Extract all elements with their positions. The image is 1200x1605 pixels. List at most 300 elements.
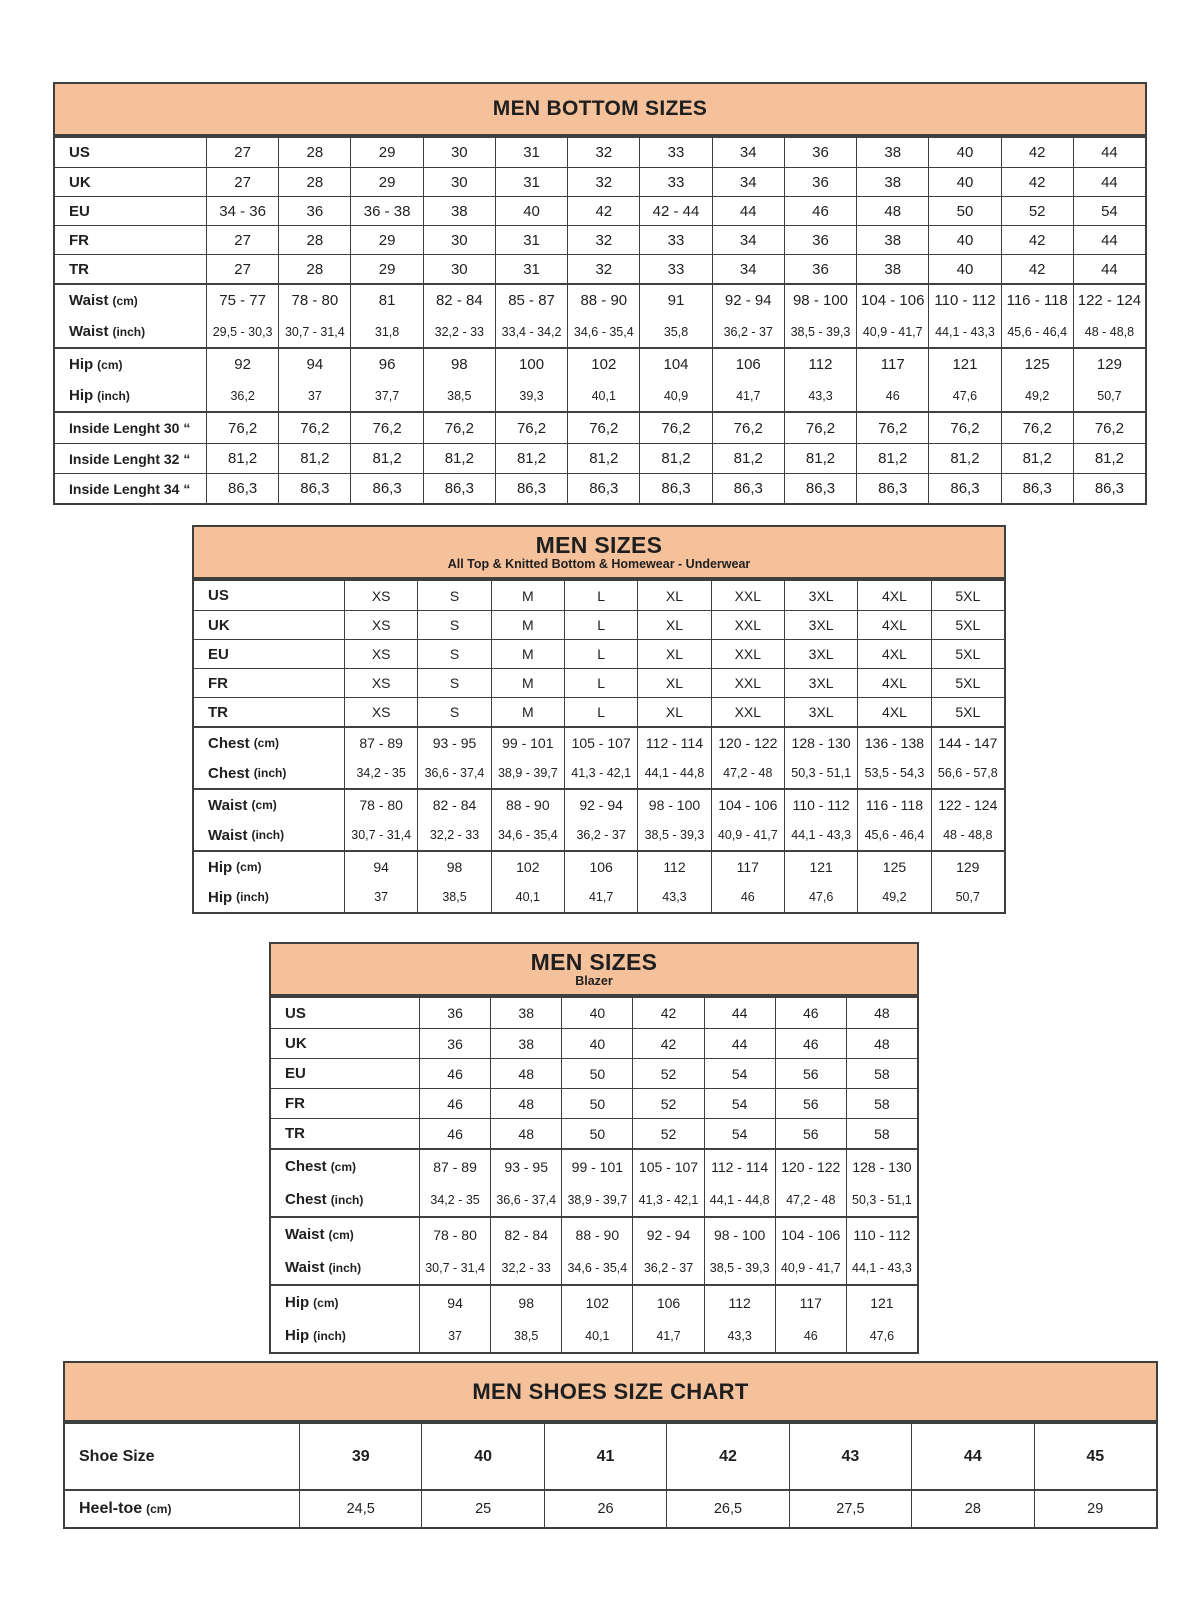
value-cell: 98 <box>423 349 495 380</box>
value-cell: 45,6 - 46,4 <box>857 820 930 850</box>
value-cell: 48 - 48,8 <box>931 820 1004 850</box>
men-sizes-blazer-section-0 <box>271 996 917 1148</box>
value-cell: 50 <box>561 1089 632 1118</box>
men-bottom-sizes-section-0 <box>55 136 1145 283</box>
row-inside-lenght-30 <box>55 413 1145 443</box>
value-cell: 30 <box>423 138 495 167</box>
value-cell: 34,6 - 35,4 <box>567 316 639 347</box>
value-cell: 36,2 - 37 <box>632 1251 703 1284</box>
value-cell: 82 - 84 <box>417 790 490 820</box>
value-cell: 28 <box>278 226 350 254</box>
row-fr <box>194 668 1004 697</box>
men-bottom-sizes-table <box>53 82 1147 505</box>
value-cell: XXL <box>711 669 784 697</box>
value-cell: 46 <box>419 1089 490 1118</box>
row-unit: (inch) <box>236 890 269 904</box>
value-cell: 3XL <box>784 611 857 639</box>
value-cell: 78 - 80 <box>419 1218 490 1251</box>
value-cell: 36 <box>278 197 350 225</box>
value-cell: 37 <box>344 882 417 912</box>
value-cell: 44 <box>712 197 784 225</box>
value-cell: 81,2 <box>206 444 278 473</box>
value-cell: 58 <box>846 1089 917 1118</box>
men-bottom-sizes-section-3 <box>55 411 1145 503</box>
men-sizes-blazer-header <box>271 944 917 996</box>
value-cell: 33,4 - 34,2 <box>495 316 567 347</box>
row-label <box>271 1150 419 1183</box>
value-cell: 35,8 <box>639 316 711 347</box>
value-cell: 39 <box>299 1424 421 1489</box>
row-label-text: Waist <box>285 1226 325 1243</box>
value-cell: 44 <box>704 998 775 1028</box>
row-label-text: Waist <box>208 826 248 844</box>
row-label-text: FR <box>208 674 228 692</box>
row-label-text: TR <box>69 260 89 278</box>
value-cell: 117 <box>711 852 784 882</box>
value-cell: 86,3 <box>567 474 639 503</box>
value-cell: 50 <box>928 197 1000 225</box>
value-cell: 36 <box>419 998 490 1028</box>
row-label-text: Hip <box>285 1294 310 1311</box>
table-title: MEN BOTTOM SIZES <box>492 97 708 120</box>
value-cell: 102 <box>567 349 639 380</box>
men-sizes-blazer-section-3 <box>271 1284 917 1352</box>
value-cell: 40,9 <box>639 380 711 411</box>
value-cell: 121 <box>846 1286 917 1319</box>
table-title: MEN SHOES SIZE CHART <box>472 1378 749 1404</box>
row-eu <box>271 1058 917 1088</box>
value-cell: 112 <box>704 1286 775 1319</box>
row-unit: (cm) <box>236 860 262 874</box>
row-hip-inch <box>194 882 1004 912</box>
value-cell: 27,5 <box>789 1491 911 1527</box>
value-cell: 81,2 <box>1073 444 1145 473</box>
value-cell: 44 <box>911 1424 1033 1489</box>
row-label-text: TR <box>208 703 228 721</box>
value-cell: 38,5 <box>417 882 490 912</box>
row-label <box>55 316 206 347</box>
value-cell: 78 - 80 <box>344 790 417 820</box>
value-cell: 38 <box>856 138 928 167</box>
value-cell: 33 <box>639 255 711 283</box>
value-cell: S <box>417 640 490 668</box>
value-cell: 34 <box>712 168 784 196</box>
row-fr <box>55 225 1145 254</box>
row-label-text: Heel-toe <box>79 1500 143 1517</box>
value-cell: 93 - 95 <box>490 1150 561 1183</box>
value-cell: 48 <box>490 1089 561 1118</box>
value-cell: 36 <box>784 168 856 196</box>
value-cell: 98 <box>490 1286 561 1319</box>
value-cell: L <box>564 669 637 697</box>
value-cell: 128 - 130 <box>846 1150 917 1183</box>
men-bottom-sizes-section-2 <box>55 347 1145 411</box>
value-cell: 47,6 <box>928 380 1000 411</box>
value-cell: 37 <box>278 380 350 411</box>
value-cell: 38 <box>490 1029 561 1058</box>
value-cell: 34,2 - 35 <box>419 1183 490 1216</box>
value-cell: 88 - 90 <box>567 285 639 316</box>
value-cell: 44 <box>704 1029 775 1058</box>
men-bottom-sizes-header <box>55 84 1145 136</box>
value-cell: 4XL <box>857 669 930 697</box>
value-cell: 56 <box>775 1089 846 1118</box>
value-cell: 86,3 <box>206 474 278 503</box>
value-cell: 76,2 <box>1001 413 1073 443</box>
table-title: MEN SIZES <box>530 948 658 975</box>
value-cell: 91 <box>639 285 711 316</box>
value-cell: 43,3 <box>637 882 710 912</box>
value-cell: 110 - 112 <box>846 1218 917 1251</box>
row-label <box>271 1029 419 1058</box>
table-subtitle: Blazer <box>575 974 613 989</box>
value-cell: 112 - 114 <box>704 1150 775 1183</box>
value-cell: 30,7 - 31,4 <box>278 316 350 347</box>
row-hip-inch <box>271 1319 917 1352</box>
value-cell: 40,9 - 41,7 <box>856 316 928 347</box>
value-cell: S <box>417 698 490 726</box>
value-cell: 37 <box>419 1319 490 1352</box>
value-cell: 104 - 106 <box>856 285 928 316</box>
row-waist-cm <box>194 790 1004 820</box>
men-sizes-tops-section-1 <box>194 726 1004 788</box>
value-cell: 98 - 100 <box>637 790 710 820</box>
value-cell: L <box>564 698 637 726</box>
row-unit: (cm) <box>328 1227 354 1242</box>
row-label-text: EU <box>208 645 229 663</box>
value-cell: 116 - 118 <box>857 790 930 820</box>
value-cell: 106 <box>564 852 637 882</box>
value-cell: 43,3 <box>784 380 856 411</box>
row-label <box>55 138 206 167</box>
row-label-text: Waist <box>208 796 248 814</box>
value-cell: 27 <box>206 168 278 196</box>
value-cell: M <box>491 669 564 697</box>
row-label <box>194 852 344 882</box>
value-cell: 86,3 <box>856 474 928 503</box>
value-cell: 76,2 <box>928 413 1000 443</box>
value-cell: 39,3 <box>495 380 567 411</box>
row-label-text: Waist <box>285 1259 325 1276</box>
value-cell: 104 <box>639 349 711 380</box>
value-cell: 76,2 <box>278 413 350 443</box>
row-unit: (cm) <box>253 736 280 750</box>
row-label-text: US <box>208 587 229 604</box>
value-cell: 36 <box>784 226 856 254</box>
value-cell: 46 <box>856 380 928 411</box>
row-chest-cm <box>194 728 1004 758</box>
row-label <box>271 1218 419 1251</box>
men-bottom-sizes-section-1 <box>55 283 1145 347</box>
value-cell: 50 <box>561 1119 632 1148</box>
value-cell: 34,2 - 35 <box>344 758 417 788</box>
value-cell: 40 <box>928 255 1000 283</box>
value-cell: 3XL <box>784 698 857 726</box>
value-cell: 34,6 - 35,4 <box>491 820 564 850</box>
row-label <box>271 1319 419 1352</box>
value-cell: 28 <box>278 138 350 167</box>
value-cell: 40,1 <box>567 380 639 411</box>
value-cell: 40 <box>561 1029 632 1058</box>
row-waist-inch <box>271 1251 917 1284</box>
value-cell: 121 <box>928 349 1000 380</box>
value-cell: 38,9 - 39,7 <box>561 1183 632 1216</box>
value-cell: 58 <box>846 1119 917 1148</box>
value-cell: 37,7 <box>350 380 422 411</box>
row-unit: (cm) <box>97 357 123 372</box>
value-cell: 29 <box>350 168 422 196</box>
value-cell: 27 <box>206 226 278 254</box>
row-label <box>194 790 344 820</box>
value-cell: 50,7 <box>1073 380 1145 411</box>
value-cell: 47,6 <box>784 882 857 912</box>
value-cell: 32 <box>567 226 639 254</box>
row-label-text: Hip <box>285 1327 310 1344</box>
row-uk <box>194 610 1004 639</box>
value-cell: 30 <box>423 226 495 254</box>
value-cell: 54 <box>1073 197 1145 225</box>
row-label <box>55 380 206 411</box>
value-cell: 24,5 <box>299 1491 421 1527</box>
value-cell: 28 <box>911 1491 1033 1527</box>
value-cell: 40 <box>928 138 1000 167</box>
row-label-text: US <box>69 144 90 161</box>
row-label <box>271 1183 419 1216</box>
value-cell: 76,2 <box>350 413 422 443</box>
value-cell: 32 <box>567 138 639 167</box>
row-label <box>194 882 344 912</box>
row-label <box>194 758 344 788</box>
value-cell: 86,3 <box>784 474 856 503</box>
value-cell: 76,2 <box>495 413 567 443</box>
value-cell: XS <box>344 698 417 726</box>
value-cell: 99 - 101 <box>491 728 564 758</box>
row-label <box>55 168 206 196</box>
value-cell: 76,2 <box>856 413 928 443</box>
row-label-text: Hip <box>69 387 94 404</box>
value-cell: 52 <box>1001 197 1073 225</box>
value-cell: 30 <box>423 255 495 283</box>
value-cell: XL <box>637 698 710 726</box>
row-label <box>271 1089 419 1118</box>
value-cell: 36,2 - 37 <box>564 820 637 850</box>
row-label <box>55 285 206 316</box>
row-eu <box>55 196 1145 225</box>
value-cell: 38 <box>856 226 928 254</box>
value-cell: 50,3 - 51,1 <box>784 758 857 788</box>
value-cell: XXL <box>711 698 784 726</box>
row-unit: (cm) <box>313 1295 339 1310</box>
row-eu <box>194 639 1004 668</box>
value-cell: XL <box>637 640 710 668</box>
row-tr <box>194 697 1004 726</box>
row-label <box>194 611 344 639</box>
value-cell: 42 <box>1001 168 1073 196</box>
value-cell: 117 <box>775 1286 846 1319</box>
value-cell: 34,6 - 35,4 <box>561 1251 632 1284</box>
value-cell: 54 <box>704 1119 775 1148</box>
row-label-text: Hip <box>208 888 233 906</box>
value-cell: 56,6 - 57,8 <box>931 758 1004 788</box>
value-cell: S <box>417 611 490 639</box>
men-sizes-tops-section-3 <box>194 850 1004 912</box>
men-sizes-blazer-section-1 <box>271 1148 917 1216</box>
value-cell: 86,3 <box>350 474 422 503</box>
value-cell: 92 - 94 <box>632 1218 703 1251</box>
value-cell: 52 <box>632 1059 703 1088</box>
value-cell: 44,1 - 43,3 <box>784 820 857 850</box>
value-cell: 81,2 <box>928 444 1000 473</box>
row-heel-toe-cm <box>65 1489 1156 1527</box>
value-cell: 29 <box>350 226 422 254</box>
value-cell: 98 <box>417 852 490 882</box>
value-cell: XXL <box>711 581 784 610</box>
value-cell: 129 <box>1073 349 1145 380</box>
row-label <box>65 1491 299 1527</box>
value-cell: 42 <box>1001 138 1073 167</box>
value-cell: 116 - 118 <box>1001 285 1073 316</box>
value-cell: 38,5 - 39,3 <box>637 820 710 850</box>
value-cell: 86,3 <box>278 474 350 503</box>
row-uk <box>271 1028 917 1058</box>
value-cell: 48 <box>846 998 917 1028</box>
men-sizes-tops-header <box>194 527 1004 579</box>
value-cell: 32,2 - 33 <box>490 1251 561 1284</box>
value-cell: 33 <box>639 138 711 167</box>
value-cell: 42 <box>567 197 639 225</box>
row-hip-cm <box>194 852 1004 882</box>
value-cell: 4XL <box>857 611 930 639</box>
value-cell: 44 <box>1073 255 1145 283</box>
value-cell: 5XL <box>931 698 1004 726</box>
value-cell: 5XL <box>931 611 1004 639</box>
value-cell: 42 <box>1001 226 1073 254</box>
value-cell: 122 - 124 <box>1073 285 1145 316</box>
row-label-text: TR <box>285 1125 305 1142</box>
value-cell: 5XL <box>931 669 1004 697</box>
row-unit: (cm) <box>251 798 277 812</box>
value-cell: 31 <box>495 138 567 167</box>
value-cell: 86,3 <box>495 474 567 503</box>
value-cell: 41 <box>544 1424 666 1489</box>
value-cell: 30,7 - 31,4 <box>419 1251 490 1284</box>
value-cell: 43,3 <box>704 1319 775 1352</box>
row-waist-cm <box>55 285 1145 316</box>
value-cell: 34 <box>712 226 784 254</box>
value-cell: 120 - 122 <box>775 1150 846 1183</box>
value-cell: 54 <box>704 1059 775 1088</box>
row-label-text: Shoe Size <box>79 1447 155 1465</box>
value-cell: 81,2 <box>278 444 350 473</box>
value-cell: 40,1 <box>561 1319 632 1352</box>
value-cell: 52 <box>632 1089 703 1118</box>
value-cell: 46 <box>775 1029 846 1058</box>
row-label <box>65 1424 299 1489</box>
row-label <box>194 820 344 850</box>
value-cell: 92 <box>206 349 278 380</box>
value-cell: 31 <box>495 226 567 254</box>
value-cell: 125 <box>857 852 930 882</box>
value-cell: 54 <box>704 1089 775 1118</box>
men-shoes-size-chart-header <box>65 1363 1156 1422</box>
men-sizes-blazer-section-2 <box>271 1216 917 1284</box>
row-label-text: UK <box>208 616 230 634</box>
value-cell: 50 <box>561 1059 632 1088</box>
value-cell: 98 - 100 <box>784 285 856 316</box>
row-label-text: US <box>285 1004 306 1022</box>
value-cell: 36 <box>419 1029 490 1058</box>
value-cell: XS <box>344 611 417 639</box>
value-cell: 29,5 - 30,3 <box>206 316 278 347</box>
row-unit: (inch) <box>253 766 287 780</box>
value-cell: 27 <box>206 255 278 283</box>
value-cell: 87 - 89 <box>419 1150 490 1183</box>
row-label <box>55 474 206 503</box>
value-cell: 44,1 - 43,3 <box>928 316 1000 347</box>
value-cell: 106 <box>712 349 784 380</box>
men-sizes-tops-section-0 <box>194 579 1004 726</box>
value-cell: 46 <box>419 1059 490 1088</box>
row-chest-inch <box>271 1183 917 1216</box>
value-cell: 128 - 130 <box>784 728 857 758</box>
men-shoes-size-chart-section-0 <box>65 1422 1156 1527</box>
value-cell: 81,2 <box>784 444 856 473</box>
row-hip-cm <box>55 349 1145 380</box>
row-chest-cm <box>271 1150 917 1183</box>
value-cell: 38,5 - 39,3 <box>704 1251 775 1284</box>
value-cell: 3XL <box>784 640 857 668</box>
value-cell: 30 <box>423 168 495 196</box>
value-cell: 44,1 - 44,8 <box>637 758 710 788</box>
value-cell: XXL <box>711 611 784 639</box>
value-cell: 4XL <box>857 640 930 668</box>
value-cell: 40,9 - 41,7 <box>775 1251 846 1284</box>
row-label-text: Chest <box>285 1158 327 1175</box>
value-cell: 42 <box>632 998 703 1028</box>
value-cell: 81,2 <box>856 444 928 473</box>
value-cell: 58 <box>846 1059 917 1088</box>
row-label-text: Inside Lenght 34 “ <box>69 480 191 497</box>
value-cell: 31 <box>495 255 567 283</box>
value-cell: L <box>564 611 637 639</box>
value-cell: 125 <box>1001 349 1073 380</box>
value-cell: 36 <box>784 138 856 167</box>
value-cell: 40 <box>928 168 1000 196</box>
value-cell: M <box>491 640 564 668</box>
row-tr <box>55 254 1145 283</box>
value-cell: 81,2 <box>350 444 422 473</box>
value-cell: 50,3 - 51,1 <box>846 1183 917 1216</box>
row-label-text: UK <box>285 1035 307 1052</box>
row-unit: (cm) <box>146 1502 172 1516</box>
value-cell: 86,3 <box>712 474 784 503</box>
value-cell: 46 <box>775 998 846 1028</box>
value-cell: 81,2 <box>639 444 711 473</box>
value-cell: 40 <box>495 197 567 225</box>
value-cell: 76,2 <box>423 413 495 443</box>
value-cell: 38 <box>856 168 928 196</box>
value-cell: 92 - 94 <box>564 790 637 820</box>
value-cell: 99 - 101 <box>561 1150 632 1183</box>
value-cell: 43 <box>789 1424 911 1489</box>
value-cell: 41,7 <box>564 882 637 912</box>
value-cell: 36 <box>784 255 856 283</box>
value-cell: 76,2 <box>784 413 856 443</box>
value-cell: 38 <box>423 197 495 225</box>
value-cell: 32 <box>567 168 639 196</box>
value-cell: 56 <box>775 1119 846 1148</box>
value-cell: 44 <box>1073 168 1145 196</box>
